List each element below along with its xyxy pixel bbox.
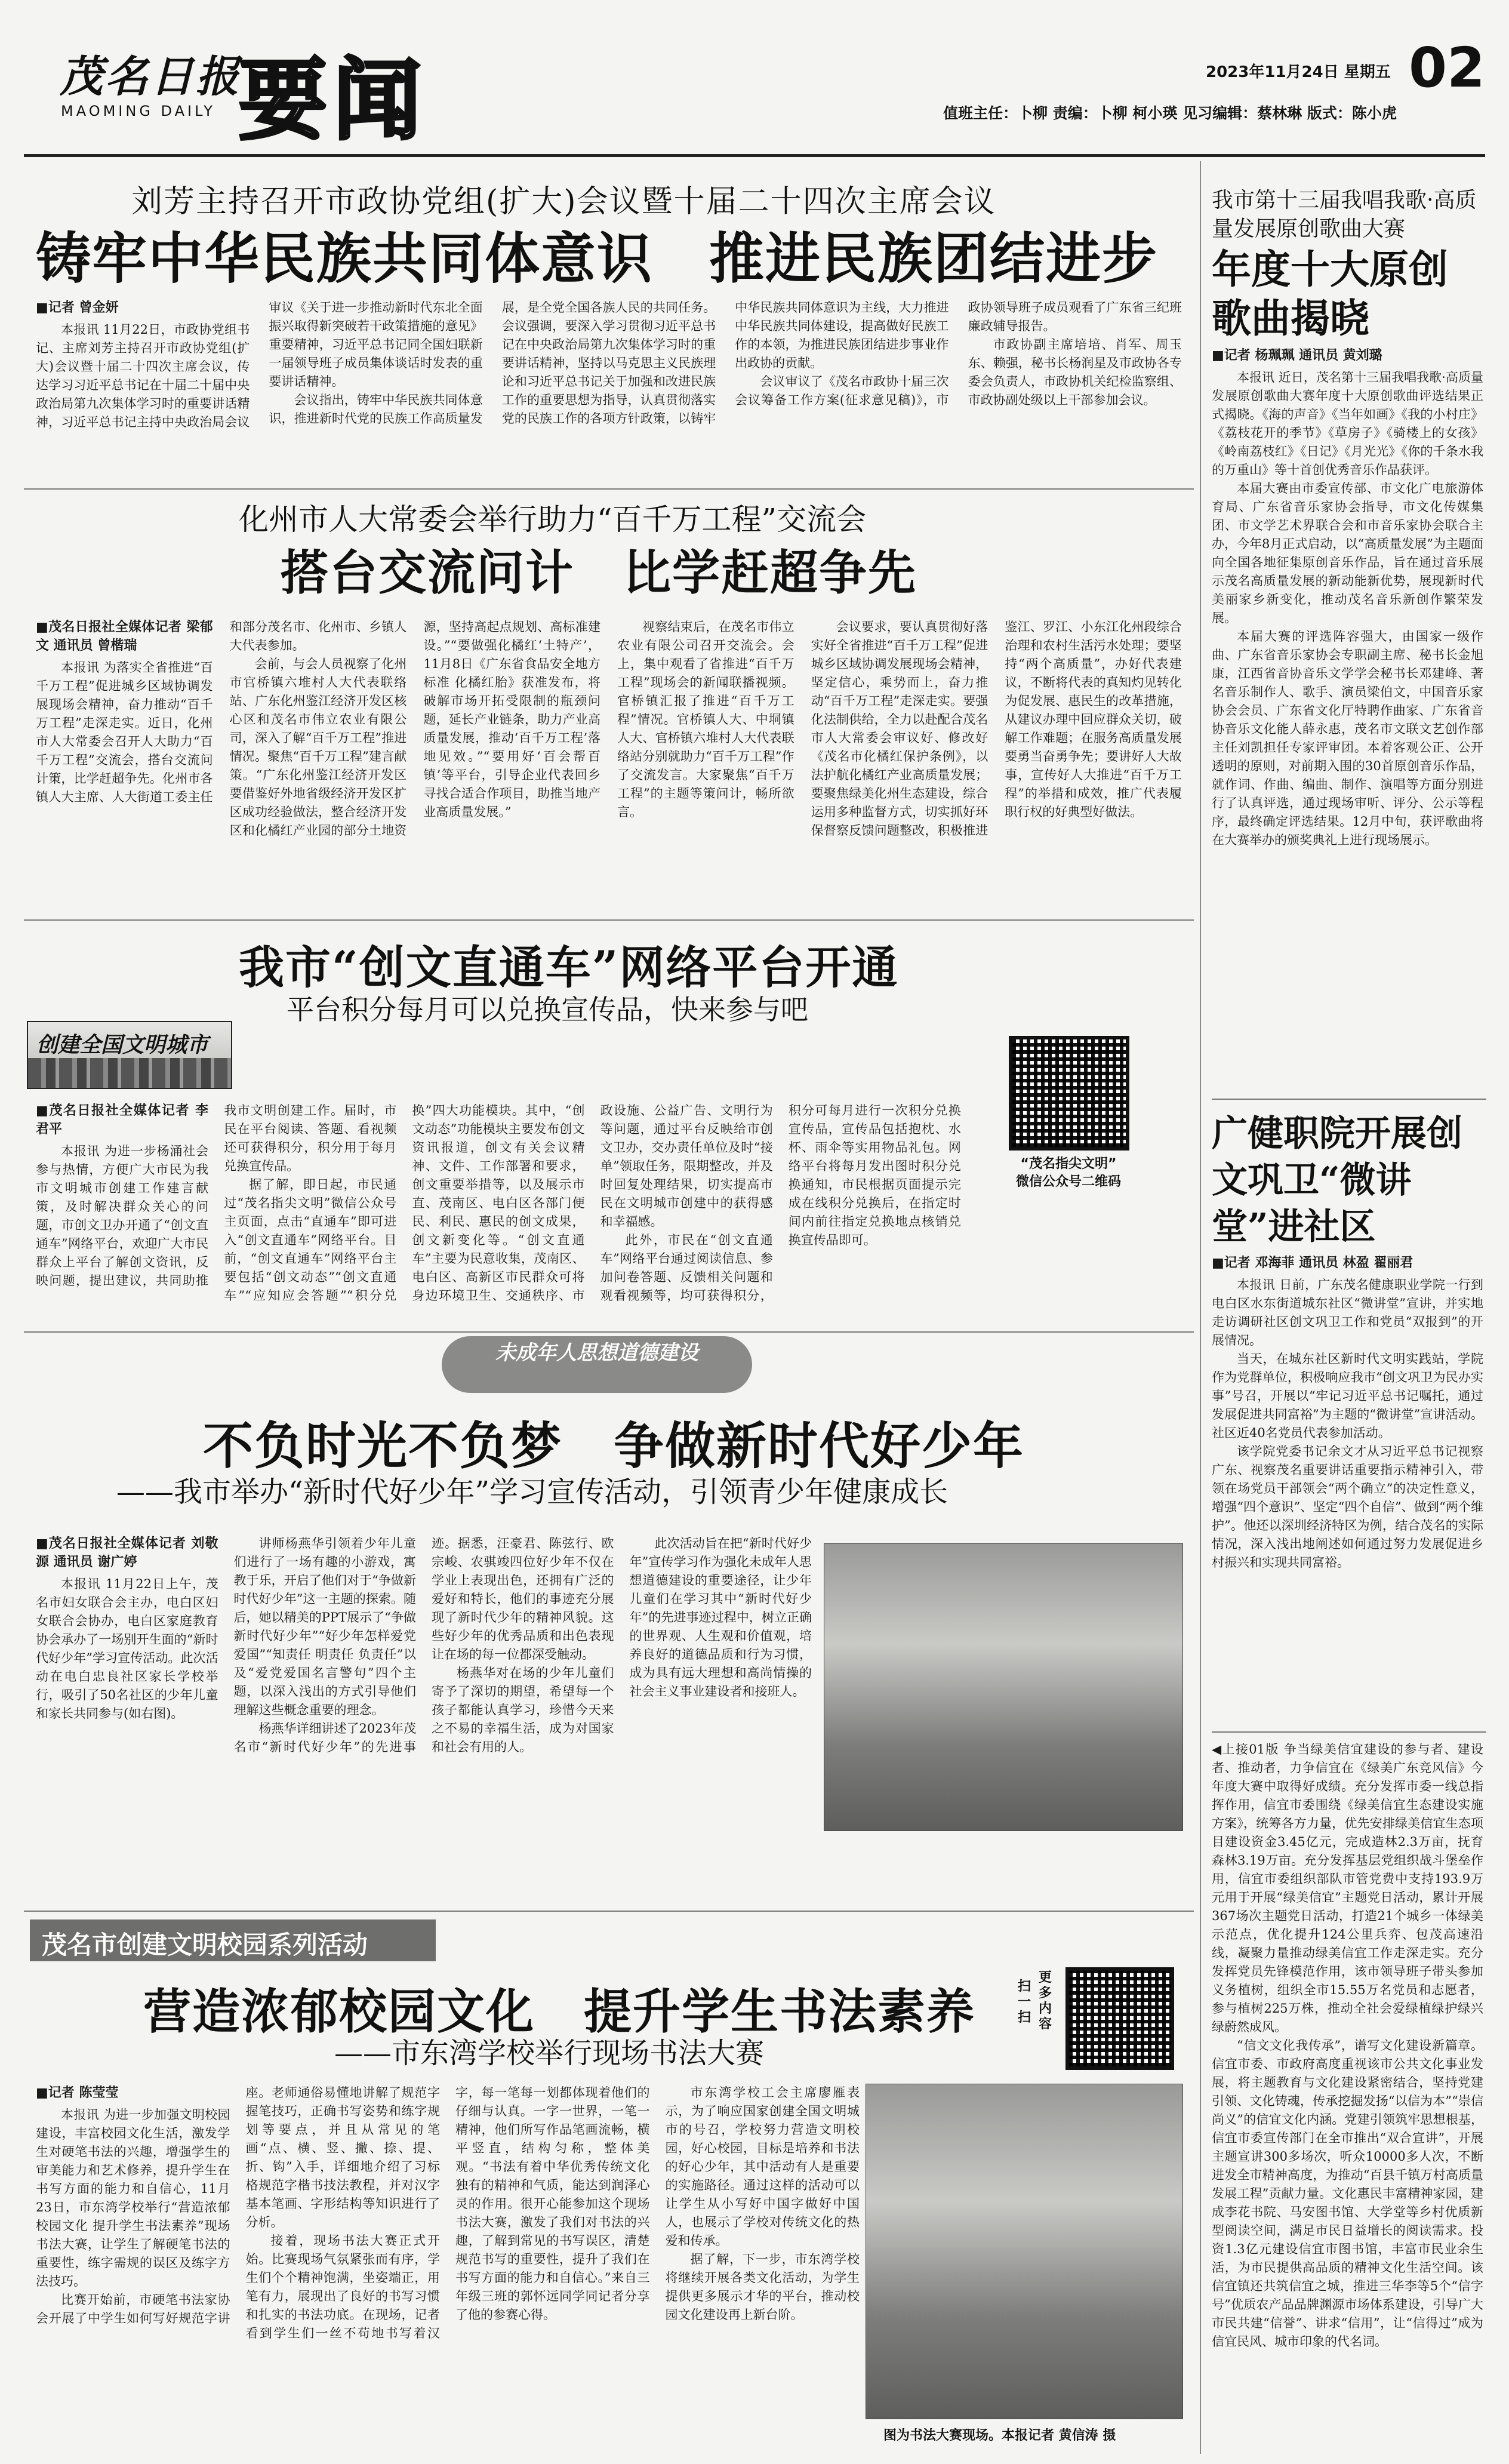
- moral-education-banner: [442, 1336, 752, 1393]
- article-paragraph: 讲师杨燕华引领着少年儿童们进行了一场有趣的小游戏，寓教于乐，开启了他们对于“争做新时代好少年”这一主题的探索。随后，她以精美的PPT展示了“争做新时代好少年”“好少年怎样爱党爱国”“知责任 明责任 负责任”以及“爱党爱国名言警句”四个主题，以深入浅出的方式引导他们理解这些概念重要的理念。: [233, 1536, 416, 1717]
- article-body: [1212, 1740, 1483, 2451]
- photo-caption: 图为书法大赛现场。本报记者 黄信涛 摄: [883, 2428, 1116, 2443]
- newspaper-logo-en: MAOMING DAILY: [61, 103, 215, 119]
- issue-date: 2023年11月24日 星期五: [1206, 63, 1391, 81]
- banner-text: 茂名市创建文明校园系列活动: [42, 1930, 368, 1959]
- article-paragraph: 市东湾学校工会主席廖雁表示，为了响应国家创建全国文明城市的号召，学校努力营造文明校园，好心校园，目标是培养和书法的好心少年，其中活动有人是重要的实施路径。通过这样的活动可以让学生从小写好中国字做好中国人，也展示了学校对传统文化的热爱和传承。: [665, 2085, 860, 2248]
- divider: [24, 919, 1194, 921]
- article-byline: ■茂名日报社全媒体记者 刘敬源 通讯员 谢广婷: [36, 1536, 218, 1570]
- article-paragraph: 此外，市民在“创文直通车”网络平台通过阅读信息、参加问卷答题、反馈相关问题和观看视频等，均可获得积分，积分可每月进行一次积分兑换宣传品，宣传品包括抱枕、水杯、雨伞等实用物品礼包。网络平台将每月发出图时积分兑换通知，市民根据页面提示完成在线积分兑换后，在指定时间内前往指定兑换地点核销兑换宣传品即可。: [600, 1103, 961, 1303]
- article-paragraph: 杨燕华详细讲述了2023年茂名市“新时代好少年”的先进事迹。据悉，汪豪君、陈弦行、欧宗峻、农骐竣四位好少年不仅在学业上表现出色，还拥有广泛的爱好和特长，他们的事迹充分展现了新时代少年的精神风貌。这些好少年的优秀品质和出色表现让在场的每一位都深受触动。: [233, 1536, 614, 1754]
- article-paragraph: 本报讯 11月22日上午，茂名市妇女联合会主办，电白区妇女联合会协办，电白区家庭教育协会承办了一场别开生面的“新时代好少年”学习宣传活动。此次活动在电白忠良社区家长学校举行，吸引了50名社区的少年儿童和家长共同参与(如右图)。: [36, 1577, 218, 1721]
- article-paragraph: 会议要求，要认真贯彻好落实好全省推进“百千万工程”促进城乡区域协调发展现场会精神，坚定信心，乘势而上，奋力推动“百千万工程”走深走实。要强化法制供给，全力以赴配合茂名市人大常委会审议好、修改好《茂名市化橘红保护条例》，以法护航化橘红产业高质量发展；要聚焦绿美化州生态建设，综合运用多种监督方式，切实抓好环保督察反馈问题整改，积极推进鉴江、罗江、小东江化州段综合治理和农村生活污水处理；要坚持“两个高质量”，办好代表建议，不断将代表的真知灼见转化为促发展、惠民生的改革措施，从建议办理中回应群众关切，破解工作难题；在服务高质量发展要勇当奋勇争先；要讲好人大故事，宣传好人大推进“百千万工程”的举措和成效，推广代表履职行权的好典型好做法。: [811, 620, 1182, 838]
- article-paragraph: 据了解，下一步，市东湾学校将继续开展各类文化活动，为学生提供更多展示才华的平台，推动校园文化建设再上新台阶。: [665, 2252, 860, 2322]
- article-paragraph: 本报讯 为进一步加强文明校园建设，丰富校园文化生活，激发学生对硬笔书法的兴趣，增强学生的审美能力和艺术修养，提升学生在书写方面的能力和自信心，11月23日，市东湾学校举行“营造浓郁校园文化 提升学生书法素养”现场书法大赛，让学生了解硬笔书法的重要性，练字需规的误区及练字方法技巧。: [36, 2108, 230, 2288]
- article-byline: ■茂名日报社全媒体记者 梁郁文 通讯员 曾楷瑞: [36, 620, 213, 653]
- more-label: 更多内容: [1039, 1970, 1052, 2032]
- article-kicker: 刘芳主持召开市政协党组(扩大)会议暨十届二十四次主席会议: [131, 184, 996, 220]
- page-number: 02: [1409, 36, 1486, 100]
- article-paragraph: 视察结束后，在茂名市伟立农业有限公司召开交流会。会上，集中观看了省推进“百千万工程”现场会的新闻联播视频。官桥镇汇报了推进“百千万工程”情况。官桥镇人大、中垌镇人大、官桥镇六堆村人大代表联络站分别就助力“百千万工程”作了交流发言。大家聚焦“百千万工程”的主题等策问计，畅所欲言。: [617, 620, 794, 819]
- article-body: [1212, 346, 1483, 1063]
- article-paragraph: 会议指出，铸牢中华民族共同体意识，推进新时代党的民族工作高质量发展，是全党全国各族人民的共同任务。会议强调，要深入学习贯彻习近平总书记在中央政治局第九次集体学习时的重要讲话精神，坚持以马克思主义民族理论和习近平总书记关于加强和改进民族工作的重要思想为指导，认真贯彻落实党的民族工作的各项方针政策，以铸牢中华民族共同体意识为主线，大力推进中华民族共同体建设，提高做好民族工作的本领，为推进民族团结进步事业作出政协的贡献。: [269, 300, 949, 426]
- event-photo: [824, 1543, 1183, 1831]
- qr-code[interactable]: [1009, 1036, 1129, 1151]
- article-headline: 搭台交流问计 比学赶超争先: [281, 545, 917, 601]
- article-paragraph: 本报讯 为落实全省推进“百千万工程”促进城乡区域协调发展现场会精神，奋力推动“百千万工程”走深走实。近日，化州市人大常委会召开人大助力“百千万工程”交流会，搭台交流问计策，比学赶超争先。化州市各镇人大主席、人大街道工委主任和部分茂名市、化州市、乡镇人大代表参加。: [36, 620, 407, 804]
- article-byline: ■茂名日报社全媒体记者 李君平: [36, 1103, 209, 1137]
- article-paragraph: 市政协副主席培培、肖军、周玉东、赖强，秘书长杨润星及市政协各专委会负责人，市政协机关纪检监察组、市政协副处级以上干部参加会议。: [968, 337, 1182, 407]
- article-headline: 广健职院开展创文巩卫“微讲堂”进社区: [1212, 1113, 1462, 1248]
- article-paragraph: “信文文化我传承”，谱写文化建设新篇章。信宜市委、市政府高度重视该市公共文化事业发展，将主题教育与文化建设紧密结合，坚持党建引领、文化铸魂，传承挖掘发扬“以信为本”“崇信尚义”的信宜文化内涵。党建引领筑牢思想根基，信宜市委宣传部门在全市推出“双合宣讲”，开展主题宣讲300多场次，听众10000多人次，不断进发全市精神高度，为推动“百县千镇万村高质量发展工程”贡献力量。文化惠民丰富精神家园，建成李花书院、马安图书馆、大学堂等乡村优质新型阅读空间，满足市民日益增长的阅读需求。投资1.3亿元建设信宜市图书馆，丰富市民业余生活，为市民提供高品质的精神文化生活空间。该信宜镇还共筑信宜之城，推进三华李等5个“信字号”优质农产品品牌渊源市场体系建设，引导广大市民共建“信誉”、讲求“信用”，让“信得过”成为信宜民风、城市印象的代名词。: [1212, 2038, 1483, 2349]
- divider: [1212, 1099, 1486, 1100]
- article-body: [36, 299, 1182, 484]
- article-kicker: 化州市人大常委会举行助力“百千万工程”交流会: [239, 502, 867, 537]
- article-body: [1212, 1254, 1483, 1719]
- article-body: [36, 1102, 961, 1322]
- article-paragraph: 当天，在城东社区新时代文明实践站，学院作为党群单位，积极响应我市“创文巩卫为民办实事”号召，开展以“牢记习近平总书记嘱托，通过发展促进共同富裕”为主题的“微讲堂”宣讲活动。社区近40名党员代表参加活动。: [1212, 1352, 1483, 1440]
- divider: [1212, 1731, 1486, 1733]
- qr-code[interactable]: [1065, 1967, 1174, 2070]
- newspaper-logo: 茂名日报: [60, 51, 242, 101]
- article-subtitle: ——我市举办“新时代好少年”学习宣传活动，引领青少年健康成长: [116, 1475, 948, 1509]
- article-body: [36, 618, 1182, 899]
- article-kicker: 我市第十三届我唱我歌·高质量发展原创歌曲大赛: [1212, 188, 1477, 241]
- divider: [24, 1331, 1194, 1333]
- article-byline: ■记者 陈莹莹: [36, 2085, 119, 2100]
- article-paragraph: 本报讯 为进一步杨涌社会参与热情，方便广大市民为我市文明城市创建工作建言献策，及时解决群众关心的问题，市创文卫办开通了“创文直通车”网络平台，欢迎广大市民群众上平台了解创文资讯，反映问题，提出建议，共同助推我市文明创建工作。届时，市民在平台阅读、答题、看视频还可获得积分，积分用于每月兑换宣传品。: [36, 1103, 397, 1288]
- article-subtitle: ——市东湾学校举行现场书法大赛: [334, 2037, 765, 2070]
- article-body: [36, 1534, 812, 1899]
- article-paragraph: ◀上接01版 争当绿美信宜建设的参与者、建设者、推动者，力争信宜在《绿美广东竞风信》今年度大赛中取得好成绩。充分发挥市委一线总指挥作用，信宜市委围绕《绿美信宜生态建设实施方案》，统筹各方力量，优先安排绿美信宜生态项目建设资金3.45亿元，完成造林2.3万亩，抚育森林3.19万亩。充分发挥基层党组织战斗堡垒作用，信宜市委组织部队市管党费中支持193.9万元用于开展“绿美信宜”主题党日活动，累计开展367场次主题党日活动，打造21个城乡一体绿美示范点，优化提升124公里兵弈、包茂高速沿线，凝聚力量推动绿美信宜工作走深走实。充分发挥党员先锋模范作用，该市领导班子带头参加义务植树，组织全市15.55万名党员和志愿者，参与植树225万株，推动全社会爱绿植绿护绿兴绿蔚然成风。: [1212, 1742, 1483, 2034]
- masthead-rule: [24, 154, 1485, 157]
- article-paragraph: 本报讯 11月22日，市政协党组书记、主席刘芳主持召开市政协党组(扩大)会议暨十届二十四次主席会议，传达学习习近平总书记在十届二十届中央政治局第九次集体学习时的重要讲话精神，习近平总书记主持中央政治局会议审议《关于进一步推动新时代东北全面振兴取得新突破若干政策措施的意见》重要精神，习近平总书记同全国妇联新一届领导班子成员集体谈话时发表的重要讲话精神。: [36, 300, 483, 429]
- section-title: 要闻: [239, 48, 427, 152]
- article-paragraph: 本届大赛由市委宣传部、市文化广电旅游体育局、广东省音乐家协会指导，市文化传媒集团、市文学艺术界联合会和市音乐家协会联合主办，今年8月正式启动，以“高质量发展”为主题面向全国各地征集原创音乐作品，旨在通过音乐展示茂名高质量发展的新动能新优势，展现新时代美丽家乡新变化，推动茂名音乐新创作繁荣发展。: [1212, 481, 1483, 625]
- city-skyline-icon: [28, 1058, 231, 1088]
- column-divider: [1200, 161, 1201, 2454]
- article-paragraph: 比赛开始前，市硬笔书法家协会开展了中学生如何写好规范字讲座。老师通俗易懂地讲解了规范字握笔技巧，正确书写姿势和练字规划等要点，并且从常见的笔画“点、横、竖、撇、捺、提、折、钩”入手，详细地介绍了习标格规范字楷书技法教程，并对汉字基本笔画、字形结构等知识进行了分析。: [36, 2085, 440, 2325]
- banner-text: 创建全国文明城市: [36, 1032, 209, 1057]
- article-headline: 营造浓郁校园文化 提升学生书法素养: [143, 1983, 975, 2040]
- article-headline: 我市“创文直通车”网络平台开通: [239, 941, 899, 994]
- article-paragraph: 接着，现场书法大赛正式开始。比赛现场气氛紧张而有序，学生们个个精神饱满，坐姿端正，用笔有力，展现出了良好的书写习惯和扎实的书法功底。在现场，记者看到学生们一丝不苟地书写着汉字，每一笔每一划都体现着他们的仔细与认真。一字一世界，一笔一精神，他们所写作品笔画流畅，横平竖直，结构匀称，整体美观。“书法有着中华优秀传统文化独有的精神和气质，能达到润泽心灵的作用。很开心能参加这个现场书法大赛，激发了我们对书法的兴趣，了解到常见的书写误区，清楚规范书写的重要性，提升了我们在书写方面的能力和自信心。”来自三年级三班的郭怀远同学同记者分享了他的参赛心得。: [245, 2085, 650, 2340]
- article-headline: 不负时光不负梦 争做新时代好少年: [203, 1416, 1025, 1475]
- article-paragraph: 杨燕华对在场的少年儿童们寄予了深切的期望，希望每一个孩子都能认真学习，珍惜今天来之不易的幸福生活，成为对国家和社会有用的人。: [432, 1666, 614, 1754]
- article-paragraph: 该学院党委书记余文才从习近平总书记视察广东、视察茂名重要讲话重要指示精神引入，带领在场党员干部领会“两个确立”的决定性意义，增强“四个意识”、坚定“四个自信”、做到“两个维护”。他还以深圳经济特区为例，结合茂名的实际情况，深入浅出地阐述如何通过努力发展促进乡村振兴和实现共同富裕。: [1212, 1444, 1483, 1570]
- article-paragraph: 本报讯 日前，广东茂名健康职业学院一行到电白区水东街道城东社区“微讲堂”宣讲，并实地走访调研社区创文巩卫工作和党员“双报到”的开展情况。: [1212, 1278, 1483, 1348]
- qr-caption: “茂名指尖文明” 微信公众号二维码: [1015, 1156, 1121, 1189]
- article-byline: ■记者 邓海菲 通讯员 林盈 翟丽君: [1212, 1256, 1413, 1271]
- article-paragraph: 本报讯 近日，茂名第十三届我唱我歌·高质量发展原创歌曲大赛年度十大原创歌曲评选结果正式揭晓。《海的声音》《当年如画》《我的小村庄》《荔枝花开的季节》《草房子》《骑楼上的女孩》《岭南荔枝红》《日记》《月光光》《你的千条水我的万重山》等十首创优秀音乐作品获评。: [1212, 370, 1483, 477]
- divider: [24, 1911, 1194, 1912]
- event-photo: [866, 2084, 1183, 2419]
- article-headline: 年度十大原创歌曲揭晓: [1212, 246, 1448, 342]
- article-subtitle: 平台积分每月可以兑换宣传品，快来参与吧: [287, 993, 808, 1026]
- article-body: [36, 2084, 860, 2445]
- article-byline: ■记者 曾金妍: [36, 300, 119, 315]
- article-paragraph: 据了解，即日起，市民通过“茂名指尖文明”微信公众号主页面，点击“直通车”即可进入“创文直通车”网络平台。目前，“创文直通车”网络平台主要包括“创文动态”“创文直通车”“应知应会答题”“积分兑换”四大功能模块。其中，“创文动态”功能模块主要发布创文资讯报道，创文有关会议精神、文件、工作部署和要求，创文重要举措等，以及展示市直、茂南区、电白区各部门便民、利民、惠民的创文成果，创文新变化等。“创文直通车”主要为民意收集，茂南区、电白区、高新区市民群众可将身边环境卫生、交通秩序、市政设施、公益广告、文明行为等问题，通过平台反映给市创文卫办，交办责任单位及时“接单”领取任务，限期整改，并及时回复处理结果，切实提高市民在文明城市创建中的获得感和幸福感。: [224, 1103, 773, 1303]
- banner-text: 未成年人思想道德建设: [495, 1341, 698, 1365]
- article-headline: 铸牢中华民族共同体意识 推进民族团结进步: [36, 226, 1159, 291]
- article-paragraph: 本届大赛的评选阵容强大，由国家一级作曲、广东省音乐家协会专职副主席、秘书长金旭康，江西省音协音乐文学学会秘书长邓建峰、著名音乐制作人、歌手、演员梁伯文，中国音乐家协会会员、广东省文化厅特聘作曲家、广东省音协音乐文化能人薛永惠，茂名市文联文艺创作部主任刘凯担任专家评审团。本着客观公正、公开透明的原则，对前期入围的30首原创音乐作品，就作词、作曲、编曲、制作、演唱等方面分别进行了认真评选，通过现场审听、评分、公示等程序，最终确定评选结果。12月中旬，获评歌曲将在大赛举办的颁奖典礼上进行现场展示。: [1212, 629, 1483, 847]
- civilization-banner: [27, 1021, 232, 1089]
- article-byline: ■记者 杨珮珮 通讯员 黄刘璐: [1212, 348, 1382, 363]
- divider: [24, 488, 1194, 490]
- series-banner: [30, 1919, 436, 1961]
- article-paragraph: 此次活动旨在把“新时代好少年”宣传学习作为强化未成年人思想道德建设的重要途径，让少年儿童们在学习其中“新时代好少年”的先进事迹过程中，树立正确的世界观、人生观和价值观，培养良好的道德品质和行为习惯，成为具有远大理想和高尚情操的社会主义事业建设者和接班人。: [629, 1536, 812, 1699]
- masthead: [24, 36, 1486, 152]
- editors-line: 值班主任：卜柳 责编：卜柳 柯小瑛 见习编辑：蔡林琳 版式：陈小虎: [943, 104, 1397, 122]
- article-paragraph: 会前，与会人员视察了化州市官桥镇六堆村人大代表联络站、广东化州鉴江经济开发区核心区和茂名市伟立农业有限公司，深入了解“百千万工程”推进情况。聚焦“百千万工程”建言献策。“广东化州鉴江经济开发区要借鉴好外地省级经济开发区扩区成功经验做法，整合经济开发区和化橘红产业园的部分土地资源，坚持高起点规划、高标准建设。”“要做强化橘红‘土特产’，11月8日《广东省食品安全地方标准 化橘红胎》获准发布，将破解市场开拓受限制的瓶颈问题，延长产业链条，助力产业高质量发展，推动‘百千万工程’落地见效。”“要用好‘百会帮百镇’等平台，引导企业代表回乡寻找合适合作项目，助推当地产业高质量发展。”: [229, 620, 600, 838]
- article-paragraph: 会议审议了《茂名市政协十届三次会议筹备工作方案(征求意见稿)》，市政协领导班子成员观看了广东省三纪班廉政辅导报告。: [735, 300, 1182, 407]
- scan-label: 扫一扫: [1018, 1979, 1031, 2025]
